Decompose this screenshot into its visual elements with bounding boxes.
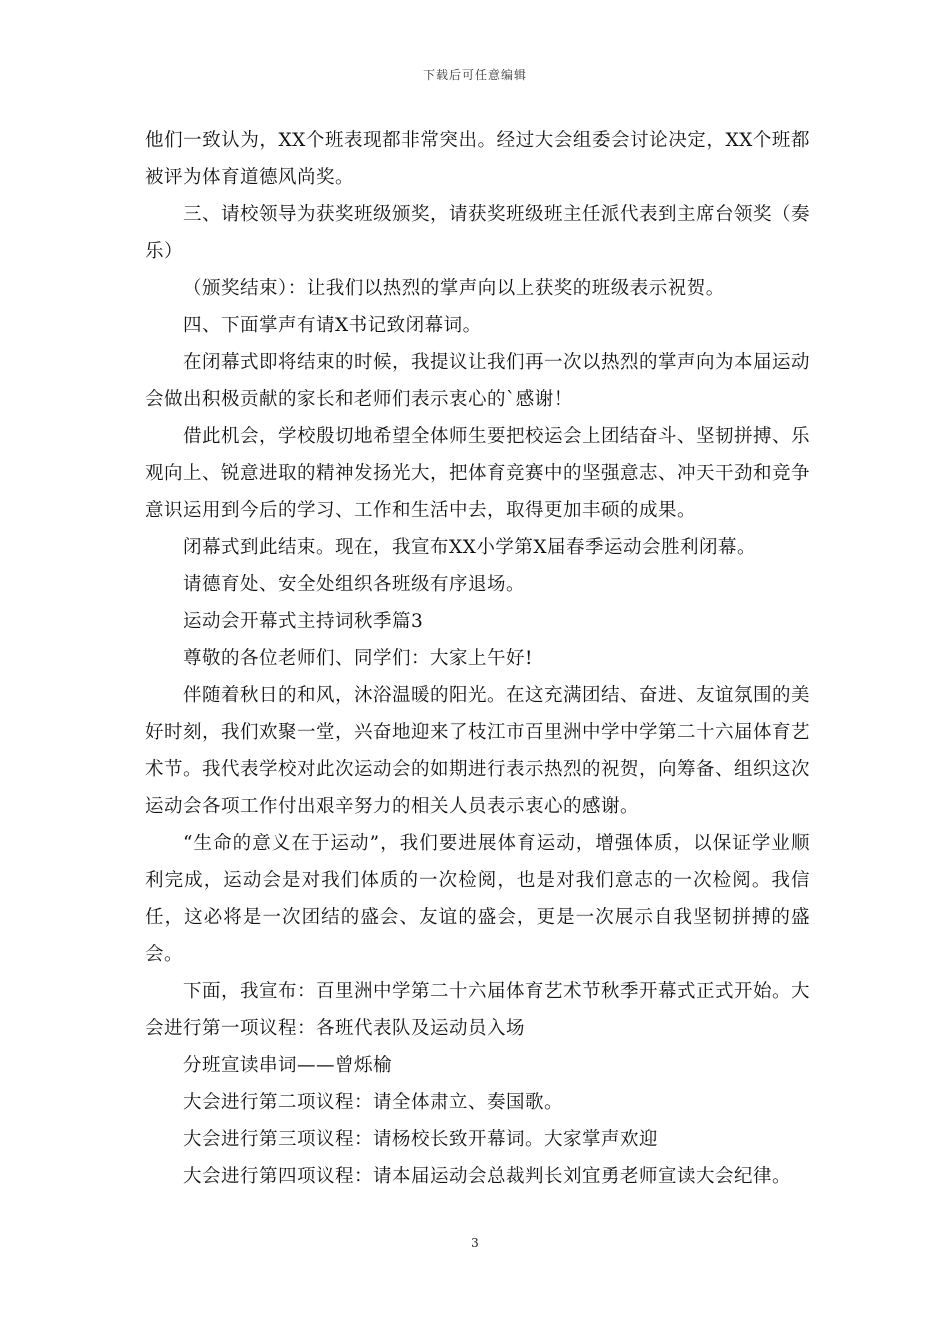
paragraph: 三、请校领导为获奖班级颁奖，请获奖班级班主任派代表到主席台领奖（奏乐） — [145, 204, 811, 262]
download-note: 下载后可任意编辑 — [422, 68, 527, 82]
paragraph: 他们一致认为，XX个班表现都非常突出。经过大会组委会讨论决定，XX个班都被评为体育道德风尚奖。 — [145, 130, 810, 188]
paragraph: “生命的意义在于运动”，我们要进展体育运动，增强体质，以保证学业顺利完成，运动会是对我们体质的一次检阅，也是对我们意志的一次检阅。我信任，这必将是一次团结的盛会、友谊的盛会，更是一次展示自我坚韧拼搏的盛会。 — [145, 833, 810, 965]
greeting: 尊敬的各位老师们、同学们：大家上午好! — [183, 648, 533, 669]
paragraph: 在闭幕式即将结束的时候，我提议让我们再一次以热烈的掌声向为本届运动会做出积极贡献的家长和老师们表示衷心的`感谢！ — [145, 352, 811, 410]
paragraph: 大会进行第三项议程：请杨校长致开幕词。大家掌声欢迎 — [183, 1129, 659, 1150]
document-body — [145, 122, 810, 1195]
paragraph: 借此机会，学校殷切地希望全体师生要把校运会上团结奋斗、坚韧拼搏、乐观向上、锐意进取的精神发扬光大，把体育竞赛中的坚强意志、冲天干劲和竞争意识运用到今后的学习、工作和生活中去，取得更加丰硕的成果。 — [145, 426, 811, 521]
paragraph: 请德育处、安全处组织各班级有序退场。 — [183, 574, 526, 595]
paragraph: （颁奖结束）：让我们以热烈的掌声向以上获奖的班级表示祝贺。 — [183, 278, 725, 299]
paragraph: 分班宣读串词——曾烁榆 — [183, 1055, 393, 1076]
paragraph: 大会进行第二项议程：请全体肃立、奏国歌。 — [183, 1092, 564, 1113]
paragraph: 大会进行第四项议程：请本届运动会总裁判长刘宜勇老师宣读大会纪律。 — [183, 1166, 792, 1187]
paragraph: 四、下面掌声有请X书记致闭幕词。 — [183, 315, 482, 336]
paragraph: 伴随着秋日的和风，沐浴温暖的阳光。在这充满团结、奋进、友谊氛围的美好时刻，我们欢聚一堂，兴奋地迎来了枝江市百里洲中学中学第二十六届体育艺术节。我代表学校对此次运动会的如期进行表示热烈的祝贺，向筹备、组织这次运动会各项工作付出艰辛努力的相关人员表示衷心的感谢。 — [145, 685, 811, 817]
page-number: 3 — [471, 1236, 479, 1250]
section-title: 运动会开幕式主持词秋季篇3 — [183, 611, 424, 632]
paragraph: 闭幕式到此结束。现在，我宣布XX小学第X届春季运动会胜利闭幕。 — [183, 537, 757, 558]
paragraph: 下面，我宣布：百里洲中学第二十六届体育艺术节秋季开幕式正式开始。大会进行第一项议程：各班代表队及运动员入场 — [145, 981, 811, 1039]
